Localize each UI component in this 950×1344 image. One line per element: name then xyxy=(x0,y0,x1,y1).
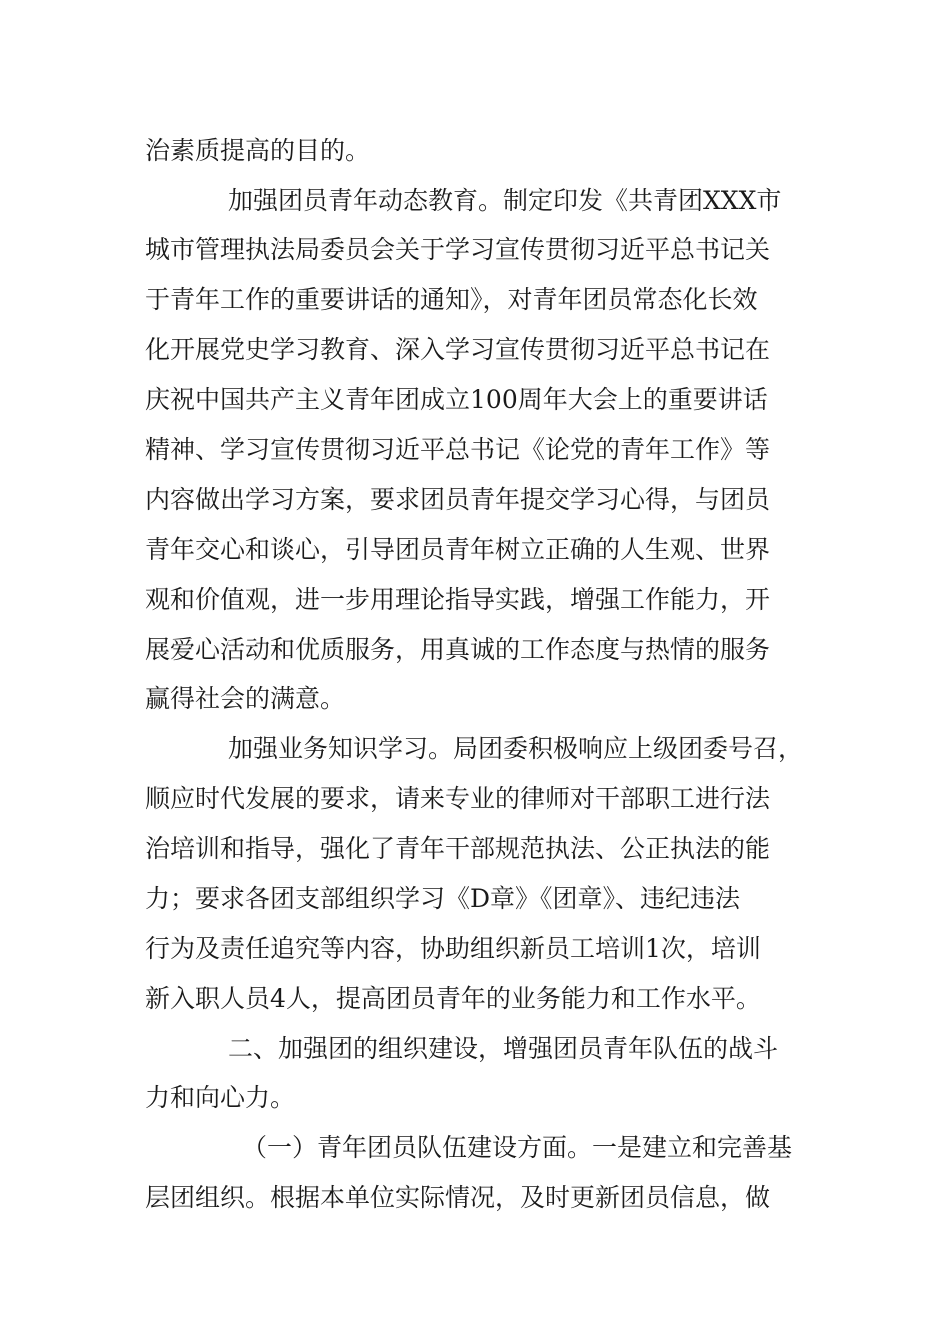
text-line: 于青年工作的重要讲话的通知》，对青年团员常态化长效 xyxy=(145,285,758,314)
text-line: 赢得社会的满意。 xyxy=(145,684,346,713)
paragraph-start-line: 加强业务知识学习。局团委积极响应上级团委号召， xyxy=(228,734,804,763)
text-line: 力；要求各团支部组织学习《D章》《团章》、违纪违法 xyxy=(145,884,741,913)
text-line: 行为及责任追究等内容，协助组织新员工培训1次，培训 xyxy=(145,934,761,963)
text-line: 治培训和指导，强化了青年干部规范执法、公正执法的能 xyxy=(145,834,771,863)
section-heading-line: 力和向心力。 xyxy=(145,1083,296,1112)
text-line: 展爱心活动和优质服务，用真诚的工作态度与热情的服务 xyxy=(145,635,771,664)
text-line: 化开展党史学习教育、深入学习宣传贯彻习近平总书记在 xyxy=(145,335,771,364)
text-line: 精神、学习宣传贯彻习近平总书记《论党的青年工作》等 xyxy=(145,435,771,464)
text-line: 青年交心和谈心，引导团员青年树立正确的人生观、世界 xyxy=(145,535,771,564)
paragraph-start-line: 加强团员青年动态教育。制定印发《共青团XXX市 xyxy=(228,186,782,215)
text-line: 观和价值观，进一步用理论指导实践，增强工作能力，开 xyxy=(145,585,771,614)
text-line: 新入职人员4人，提高团员青年的业务能力和工作水平。 xyxy=(145,984,761,1013)
text-line: 层团组织。根据本单位实际情况，及时更新团员信息，做 xyxy=(145,1183,771,1212)
text-line: 内容做出学习方案，要求团员青年提交学习心得，与团员 xyxy=(145,485,771,514)
subsection-heading-line: （一）青年团员队伍建设方面。一是建立和完善基 xyxy=(242,1133,793,1162)
section-heading-line: 二、加强团的组织建设，增强团员青年队伍的战斗 xyxy=(228,1034,779,1063)
text-line: 顺应时代发展的要求，请来专业的律师对干部职工进行法 xyxy=(145,784,771,813)
text-line: 庆祝中国共产主义青年团成立100周年大会上的重要讲话 xyxy=(145,385,768,414)
text-line: 治素质提高的目的。 xyxy=(145,136,371,165)
text-line: 城市管理执法局委员会关于学习宣传贯彻习近平总书记关 xyxy=(145,235,771,264)
